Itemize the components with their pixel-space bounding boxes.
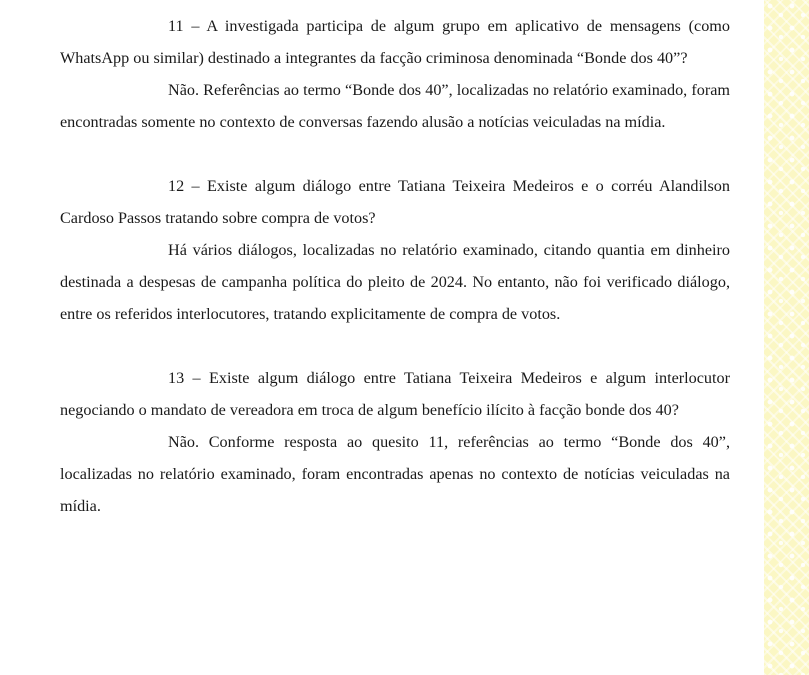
document-body: [60, 10, 730, 554]
answer-11-text: Não. Referências ao termo “Bonde dos 40”, localizadas no relatório examinado, foram encontradas somente no contexto de conversas fazendo alusão a notícias veiculadas na mídia.: [60, 81, 730, 131]
answer-12-text: Há vários diálogos, localizadas no relatório examinado, citando quantia em dinheiro destinada a despesas de campanha política do pleito de 2024. No entanto, não foi verificado diálogo, entre os referidos interlocutores, tratando explicitamente de compra de votos.: [60, 241, 730, 323]
watermark-side-band: [764, 0, 809, 675]
question-11-text: 11 – A investigada participa de algum grupo em aplicativo de mensagens (como WhatsApp ou similar) destinado a integrantes da facção criminosa denominada “Bonde dos 40”?: [60, 17, 730, 67]
question-13-text: 13 – Existe algum diálogo entre Tatiana Teixeira Medeiros e algum interlocutor negociando o mandato de vereadora em troca de algum benefício ilícito à facção bonde dos 40?: [60, 369, 730, 419]
quesito-12: [60, 170, 730, 330]
quesito-11: [60, 10, 730, 138]
question-12-text: 12 – Existe algum diálogo entre Tatiana Teixeira Medeiros e o corréu Alandilson Cardoso Passos tratando sobre compra de votos?: [60, 177, 730, 227]
quesito-13: [60, 362, 730, 522]
answer-13-text: Não. Conforme resposta ao quesito 11, referências ao termo “Bonde dos 40”, localizadas no relatório examinado, foram encontradas apenas no contexto de notícias veiculadas na mídia.: [60, 433, 730, 515]
